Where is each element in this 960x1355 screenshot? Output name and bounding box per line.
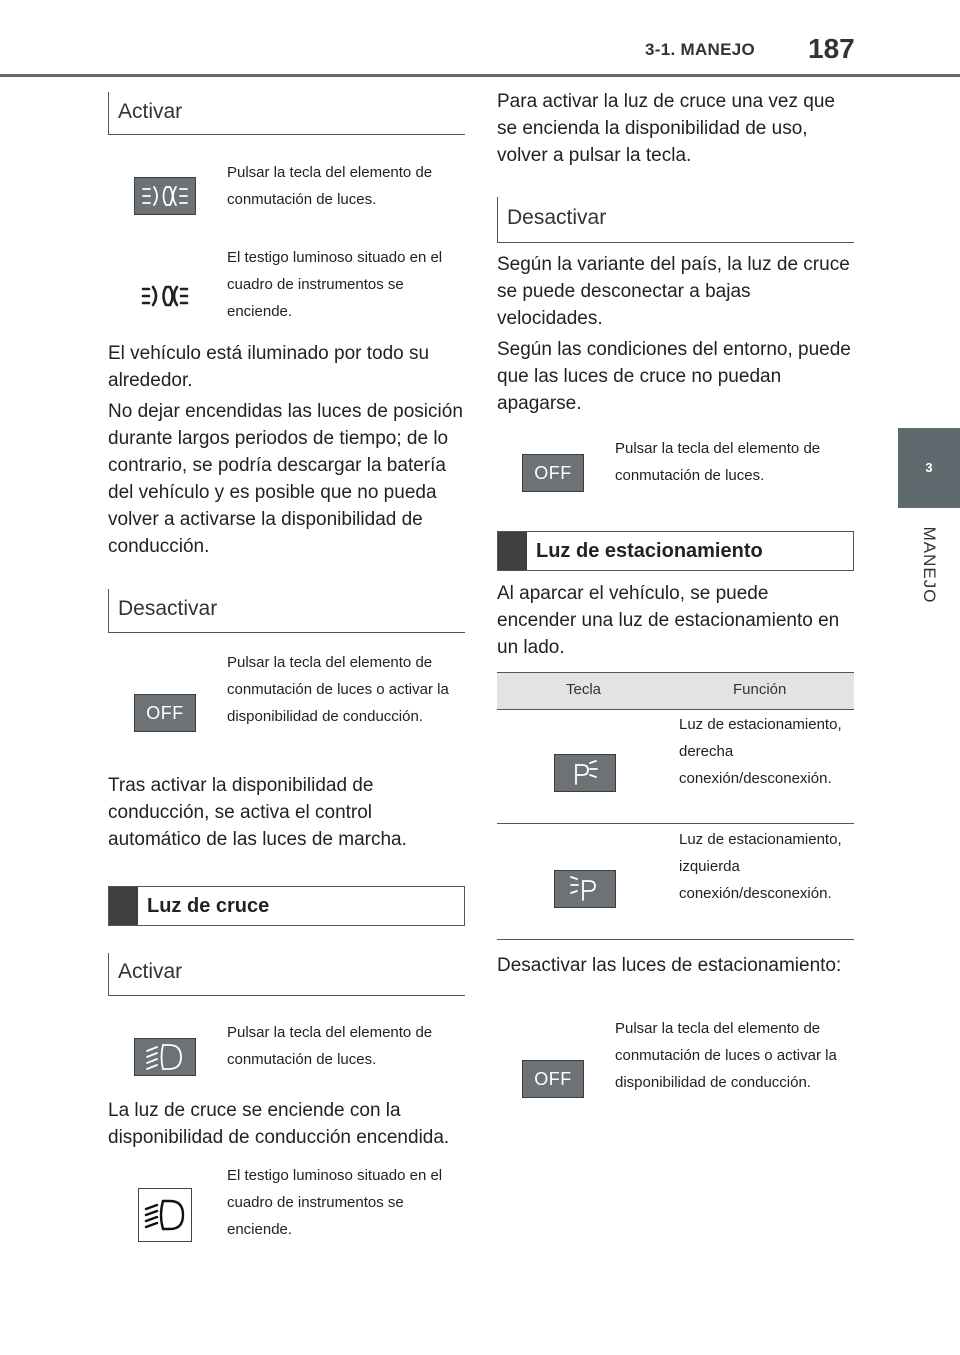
off-key: OFF	[522, 1060, 584, 1098]
subheading-activar: Activar	[108, 953, 465, 996]
low-beam-indicator	[138, 1188, 192, 1242]
instruction-text: Pulsar la tecla del elemento de conmutación de luces.	[227, 164, 433, 208]
column-header: Tecla	[566, 681, 602, 698]
section-bar	[109, 887, 138, 925]
header-rule	[0, 74, 960, 77]
paragraph: Tras activar la disponibilidad de conducción, se activa el control automático de las luces de marcha.	[108, 775, 407, 850]
chapter-label-text: MANEJO	[920, 526, 939, 604]
table-header	[497, 672, 854, 710]
instruction-text: Pulsar la tecla del elemento de conmutación de luces.	[615, 440, 821, 484]
paragraph: La luz de cruce se enciende con la disponibilidad de conducción encendida.	[108, 1100, 450, 1148]
low-beam-key	[134, 1038, 196, 1076]
off-key: OFF	[522, 454, 584, 492]
section-bar	[498, 532, 527, 570]
subheading-desactivar: Desactivar	[108, 589, 465, 633]
paragraph: Según las condiciones del entorno, puede que las luces de cruce no puedan apagarse.	[497, 339, 851, 414]
parking-light-left-key	[554, 870, 616, 908]
subheading-activar: Activar	[108, 92, 465, 135]
section-header-luz-de-cruce	[108, 886, 465, 926]
instruction-text: Pulsar la tecla del elemento de conmutación de luces o activar la disponibilidad de conducción.	[615, 1020, 837, 1091]
section-title: 3-1. MANEJO	[645, 40, 756, 59]
column-header: Función	[733, 681, 787, 698]
section-title: Luz de cruce	[147, 894, 270, 917]
table-row-divider	[497, 823, 854, 824]
paragraph: Para activar la luz de cruce una vez que se encienda la disponibilidad de uso, volver a pulsar la tecla.	[497, 91, 835, 166]
table-cell-function: Luz de estacionamiento, derecha conexión/desconexión.	[679, 716, 842, 787]
paragraph: El vehículo está iluminado por todo su alrededor.	[108, 343, 430, 391]
section-title: Luz de estacionamiento	[536, 539, 763, 562]
position-lights-indicator-icon	[140, 282, 190, 310]
chapter-label	[898, 515, 960, 615]
table-cell-function: Luz de estacionamiento, izquierda conexión/desconexión.	[679, 831, 842, 902]
position-lights-indicator	[140, 282, 190, 315]
low-beam-icon	[143, 1042, 187, 1072]
instruction-text: El testigo luminoso situado en el cuadro de instrumentos se enciende.	[227, 1167, 443, 1238]
subheading-desactivar: Desactivar	[497, 197, 854, 243]
table-bottom-rule	[497, 939, 854, 940]
parking-light-right-icon	[568, 759, 602, 787]
position-lights-icon	[140, 182, 190, 210]
instruction-text: Pulsar la tecla del elemento de conmutación de luces o activar la disponibilidad de conducción.	[227, 654, 449, 725]
off-key: OFF	[134, 694, 196, 732]
position-lights-key	[134, 177, 196, 215]
instruction-text: El testigo luminoso situado en el cuadro de instrumentos se enciende.	[227, 249, 443, 320]
chapter-tab: 3	[898, 428, 960, 508]
page-number: 187	[808, 33, 855, 64]
paragraph: No dejar encendidas las luces de posición durante largos periodos de tiempo; de lo contrario, se podría descargar la batería del vehículo y es posible que no pueda volver a activarse la disponibilidad de conducción.	[108, 401, 463, 557]
low-beam-indicator-icon	[143, 1198, 187, 1232]
parking-light-left-icon	[568, 875, 602, 903]
paragraph: Desactivar las luces de estacionamiento:	[497, 955, 842, 976]
paragraph: Al aparcar el vehículo, se puede encender una luz de estacionamiento en un lado.	[497, 583, 840, 658]
section-header-luz-de-estacionamiento	[497, 531, 854, 571]
instruction-text: Pulsar la tecla del elemento de conmutación de luces.	[227, 1024, 433, 1068]
paragraph: Según la variante del país, la luz de cruce se puede desconectar a bajas velocidades.	[497, 254, 850, 329]
parking-light-right-key	[554, 754, 616, 792]
